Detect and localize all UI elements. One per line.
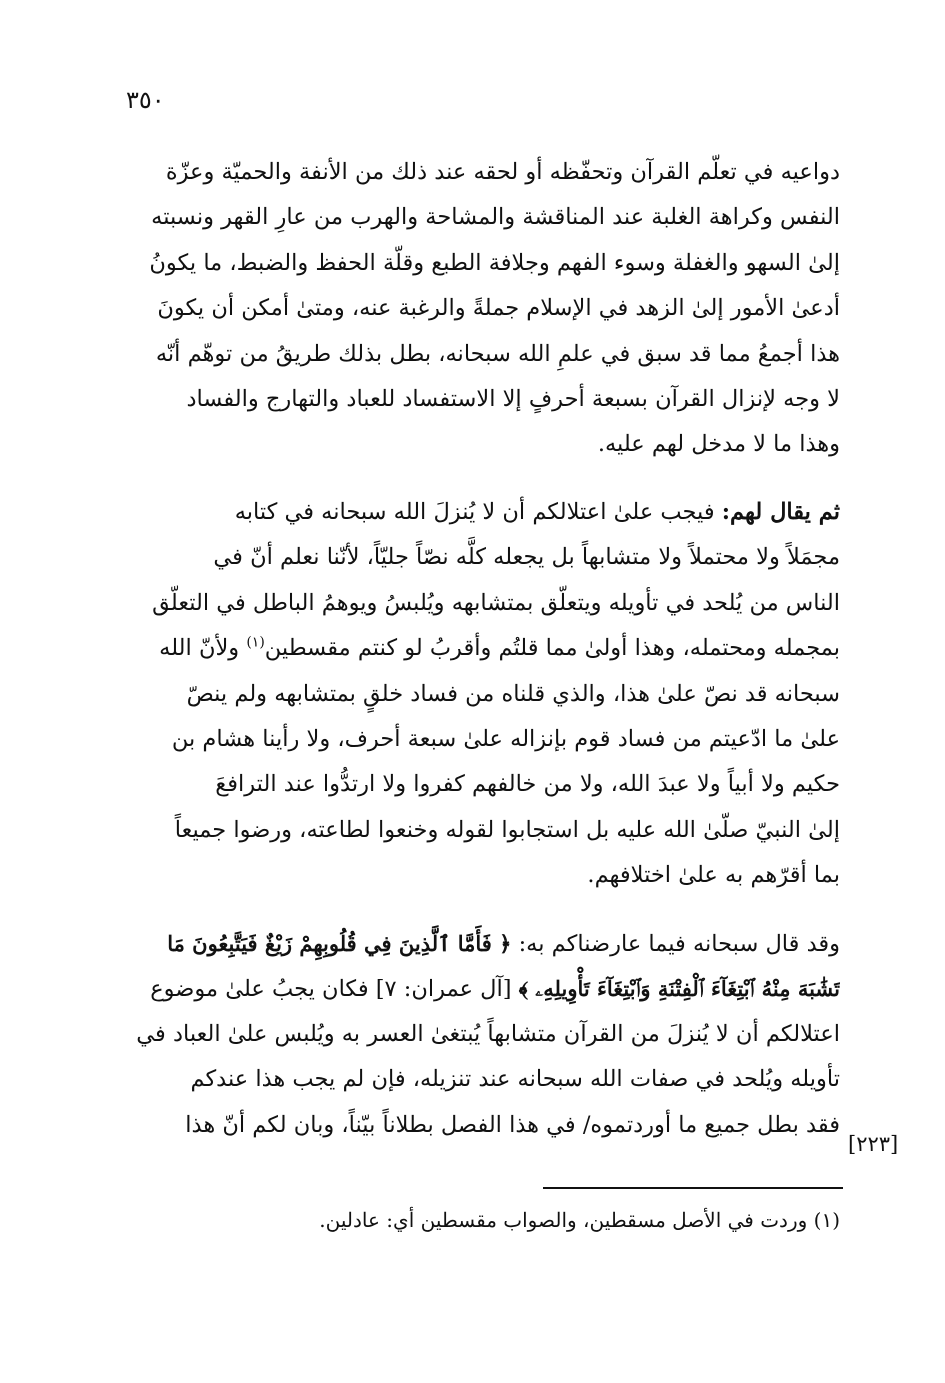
- footnote-divider: [543, 1187, 843, 1189]
- text-line: سبحانه قد نصّ علىٰ هذا، والذي قلناه من فساد خلقٍ بمتشابهه ولم ينصّ: [186, 680, 840, 707]
- text-segment: [آل عمران: ٧] فكان يجبُ علىٰ موضوع: [150, 976, 519, 1003]
- text-line: [98, 921, 840, 966]
- quran-verse: تَشَٰبَهَ مِنْهُ ٱبْتِغَآءَ ٱلْفِتْنَةِ وَٱبْتِغَآءَ تَأْوِيلِهِۦ ﴾: [518, 976, 840, 1002]
- paragraph-1: [98, 150, 840, 468]
- text-line: مجمَلاً ولا محتملاً ولا متشابهاً بل يجعله كلَّه نصّاً جليّاً، لأنّنا نعلم أنّ في: [213, 544, 840, 571]
- lead-phrase: ثم يقال لهم:: [721, 499, 840, 525]
- text-line: اعتلالكم أن لا يُنزلَ من القرآن متشابهاً يُبتغىٰ العسر به ويُلبس علىٰ العباد في: [136, 1020, 840, 1047]
- text-line: أدعىٰ الأمور إلىٰ الزهد في الإسلام جملةً والرغبة عنه، ومتىٰ أمكن أن يكونَ: [157, 295, 840, 322]
- text-line: الناس من يُلحد في تأويله ويتعلّق بمتشابهه ويُلبسُ ويوهمُ الباطل في التعلّق: [152, 589, 840, 616]
- text-line: النفس وكراهة الغلبة عند المناقشة والمشاحة والهرب من عارِ القهر ونسبته: [151, 204, 840, 231]
- paragraph-3: [98, 921, 840, 1148]
- text-segment: وقد قال سبحانه فيما عارضناكم به:: [511, 931, 840, 957]
- text-line: فقد بطل جميع ما أوردتموه/ في هذا الفصل بطلاناً بيّناً، وبان لكم أنّ هذا: [185, 1111, 840, 1138]
- text-line: [98, 490, 840, 535]
- text-line: وهذا ما لا مدخل لهم عليه.: [597, 431, 840, 458]
- page-number: ٣٥٠: [126, 86, 165, 114]
- text-line: إلىٰ السهو والغفلة وسوء الفهم وجلافة الطبع وقلّة الحفظ والضبط، ما يكونُ: [149, 249, 840, 276]
- text-line: [98, 966, 840, 1011]
- text-line: دواعيه في تعلّم القرآن وتحفّظه أو لحقه عند ذلك من الأنفة والحميّة وعزّة: [165, 159, 840, 185]
- footnote: (١) وردت في الأصل مسقطين، والصواب مقسطين أي: عادلين.: [319, 1208, 840, 1232]
- text-segment: بمجمله ومحتمله، وهذا أولىٰ مما قلتُم وأقربُ لو كنتم مقسطين: [264, 635, 840, 662]
- text-segment: ولأنّ الله: [159, 635, 247, 662]
- text-line: إلىٰ النبيّ صلّىٰ الله عليه بل استجابوا لقوله وخنعوا لطاعته، ورضوا جميعاً: [174, 816, 840, 843]
- text-line: هذا أجمعُ مما قد سبق في علمِ الله سبحانه، بطل بذلك طريقُ من توهّم أنّه: [155, 340, 840, 367]
- footnote-marker: (١): [246, 634, 265, 651]
- text-line: [98, 626, 840, 671]
- text-segment: فيجب علىٰ اعتلالكم أن لا يُنزلَ الله سبحانه في كتابه: [234, 499, 722, 525]
- manuscript-folio-reference: [٢٢٣]: [848, 1132, 899, 1156]
- text-line: حكيم ولا أبياً ولا عبدَ الله، ولا من خالفهم كفروا ولا ارتدُّوا عند الترافعَ: [215, 771, 840, 798]
- text-line: تأويله ويُلحد في صفات الله سبحانه عند تنزيله، فإن لم يجب هذا عندكم: [190, 1066, 840, 1093]
- text-line: لا وجه لإنزال القرآن بسبعة أحرفٍ إلا الاستفساد للعباد والتهارج والفساد: [186, 385, 840, 412]
- paragraph-2: [98, 490, 840, 899]
- text-line: علىٰ ما ادّعيتم من فساد قوم بإنزاله علىٰ سبعة أحرف، ولا رأينا هشام بن: [171, 725, 840, 752]
- quran-verse: ﴿ فَأَمَّا ٱلَّذِينَ فِي قُلُوبِهِمْ زَيْغٌ فَيَتَّبِعُونَ مَا: [167, 931, 512, 956]
- text-line: بما أقرّهم به علىٰ اختلافهم.: [587, 862, 840, 889]
